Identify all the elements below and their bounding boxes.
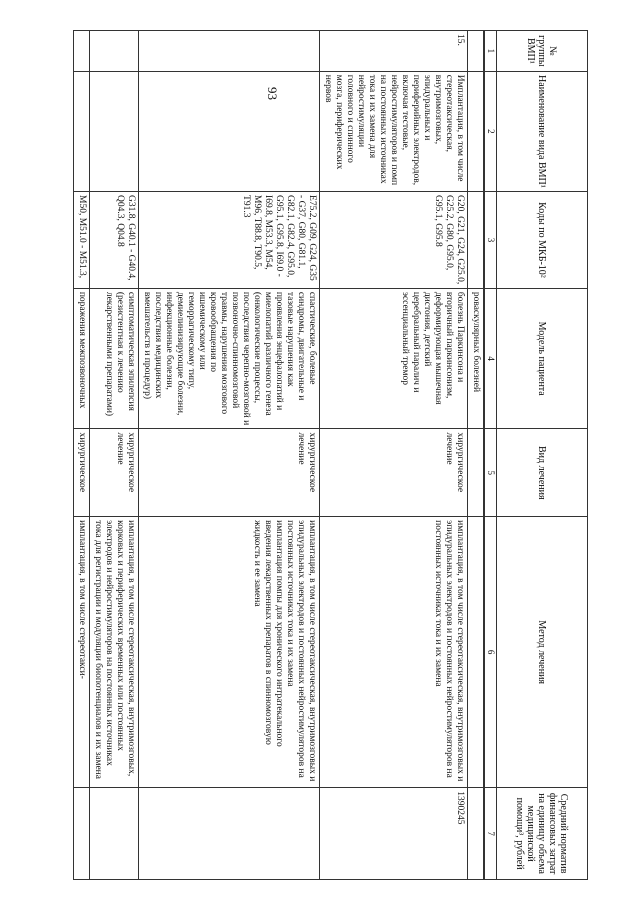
cell-cost [320,788,468,880]
vmp-table [484,30,588,880]
col-number: 7 [485,788,497,880]
cell-model [139,288,320,429]
header-name: Наименование вида ВМП¹ [497,71,588,191]
cell-name [468,71,484,191]
cell-treatment [90,429,139,517]
col-number: 2 [485,71,497,191]
header-codes: Коды по МКБ-10² [497,192,588,289]
cell-name [139,71,320,191]
cell-treatment [320,429,468,517]
cell-method [74,517,90,788]
cell-text: хирургическое лечение [444,432,465,493]
cell-text: G31.8, G40.1 - G40.4, Q04.3, Q04.8 [115,195,136,281]
vmp-body [73,30,484,880]
cell-text: 15. [455,34,465,46]
col-number: 4 [485,288,497,429]
header-treatment: Вид лечения [497,429,588,517]
cell-model [90,288,139,429]
table-row [74,31,90,880]
table-row [90,31,139,880]
cell-group [468,31,484,72]
cell-codes [90,192,139,289]
cell-codes [468,192,484,289]
cell-name [90,71,139,191]
cell-name [320,71,468,191]
table-row [139,31,320,880]
cell-codes [320,192,468,289]
cell-codes [139,192,320,289]
cell-text: болезнь Паркинсона и вторичный паркинсонизм, деформирующая мышечная дистония, детский церебральный паралич и эссенциальный тремор [400,291,465,405]
column-number-row [485,31,497,880]
cell-group [90,31,139,72]
cell-text: M50, M51.0 - M51.3, [77,195,87,279]
cell-group [139,31,320,72]
cell-text: хирургическое [77,432,87,493]
rotated-table-wrapper [58,30,588,880]
cell-text: имплантация, в том числе стереотаксическая, внутримозговых, корковых и периферических временных или постоянных электродов и нейростимуляторов на постоянных источниках тока для регистрации и модуляции биопотенциалов и их замена [93,520,136,779]
cell-cost [74,788,90,880]
header-row [497,31,588,880]
cell-model [74,288,90,429]
col-number: 1 [485,31,497,72]
cell-text: роваскулярных болезней [471,291,481,393]
cell-treatment [139,429,320,517]
header-method: Метод лечения [497,517,588,788]
cell-text: имплантация, в том числе стереотакси- [77,520,87,679]
table-row [320,31,468,880]
cell-text: спастические, болевые синдромы, двигательные и тазовые нарушения как проявления энцефалопатий и миелопатий различного генеза (онкологические процессы, последствия черепно-мозговой и позвоночно-спинномозговой травмы, нарушения мозгового кровообращения по ишемическому или геморрагическому типу, демиелинизирующие болезни, инфекционные болезни, последствия медицинских вмешательств и процедур) [142,291,317,426]
cell-text: хирургическое лечение [296,432,317,493]
cell-text: хирургическое лечение [115,432,136,493]
cell-model [468,288,484,429]
cell-treatment [74,429,90,517]
cell-group [320,31,468,72]
cell-text: симптоматическая эпилепсия (резистентная к лечению лекарственными препаратами) [104,291,136,417]
cell-method [320,517,468,788]
cell-model [320,288,468,429]
table-row [468,31,484,880]
col-number: 6 [485,517,497,788]
cell-method [139,517,320,788]
cell-method [90,517,139,788]
cell-text: имплантация, в том числе стереотаксическая, внутримозговых и эпидуральных электродов и постоянных нейростимуляторов на постоянных источниках тока и их замена [433,520,465,782]
cell-text: G20, G21, G24, G25.0, G25.2, G80, G95.0, G95.1, G95.8 [433,195,465,285]
header-cost: Средний норматив финансовых затрат на единицу объема медицинской помощи³, рублей [497,788,588,880]
cell-method [468,517,484,788]
cell-cost [139,788,320,880]
col-number: 3 [485,192,497,289]
col-number: 5 [485,429,497,517]
cell-treatment [468,429,484,517]
cell-codes [74,192,90,289]
cell-text: E75.2, G09, G24, G35 - G37, G80, G81.1, G82.1, G82.4, G95.0, G95.1, G95.8, I69.0 - I69.8, M53.3, M54, M96, T88.8, T90.5, T91.3 [241,195,317,281]
header-group: № группы ВМП¹ [497,31,588,72]
cell-text: 1390245 [455,791,465,825]
cell-text: Имплантация, в том числе стереотаксическая, внутримозговых, эпидуральных и периферийных электродов, включая тестовые, нейростимуляторов и помп на постоянных источниках тока и их замена для нейростимуляции головного и спинного мозга, периферических нервов [323,74,465,186]
cell-name [74,71,90,191]
cell-cost [90,788,139,880]
header-model: Модель пациента [497,288,588,429]
cell-cost [468,788,484,880]
table-body [74,31,484,880]
cell-text: поражения межпозвоночных [77,291,87,409]
cell-text: имплантация, в том числе стереотаксическая, внутримозговых и эпидуральных электродов и постоянных нейростимуляторов на постоянных источниках тока и их замена имплантация помпы для хронического интратекального введения лекарственных препаратов в спинномозговую жидкость и ее замена [252,520,317,782]
cell-group [74,31,90,72]
